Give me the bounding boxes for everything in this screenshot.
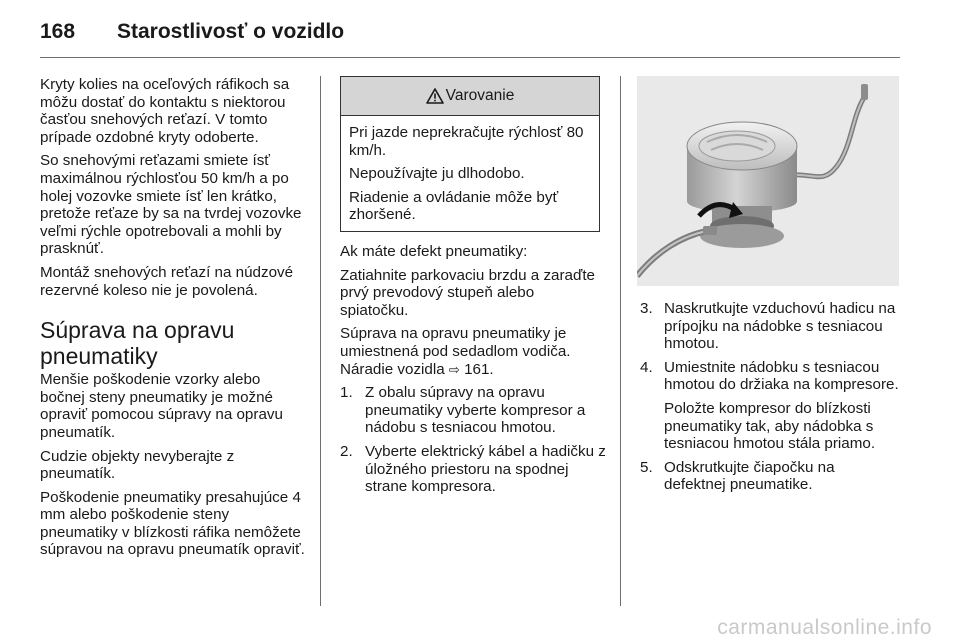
warning-triangle-icon [426, 88, 444, 104]
list-item [640, 359, 900, 453]
step-text: Umiestnite nádobku s tesniacou hmotou do držiaka na kompresore. [664, 358, 899, 394]
step-note: Položte kompresor do blízkosti pneumatiky tak, aby nádobka s tesniacou hmotou stála priamo. [664, 399, 876, 453]
page-reference[interactable]: 161. [464, 360, 494, 378]
section-heading: Súprava na opravu pneumatiky [40, 317, 235, 370]
paragraph: Ak máte defekt pneumatiky: [340, 243, 528, 260]
warning-item: Nepoužívajte ju dlhodobo. [349, 165, 525, 183]
page-title: Starostlivosť o vozidlo [117, 20, 345, 43]
warning-box [340, 76, 600, 232]
warning-item: Pri jazde neprekračujte rýchlosť 80 km/h. [349, 124, 584, 159]
page-header [40, 16, 900, 56]
step-number: 1. [340, 384, 353, 402]
step-number: 4. [640, 358, 653, 376]
paragraph: Zatiahnite parkovaciu brzdu a zaraďte prvý prevodový stupeň alebo spiatočku. [340, 266, 596, 319]
step-number: 5. [640, 458, 653, 476]
page-reference-arrow-icon: ⇨ [448, 361, 460, 377]
paragraph: Kryty kolies na oceľových ráfikoch sa môžu dostať do kontaktu s niektorou časťou snehových reťazí. V tomto prípade ozdobné kryty odoberte. [40, 76, 290, 146]
column-right [640, 300, 900, 500]
paragraph: Poškodenie pneumatiky presahujúce 4 mm alebo poškodenie steny pneumatiky v blízkosti ráfika nemôžete súpravou na opravu pneumatík opraviť. [40, 488, 305, 559]
steps-list [640, 300, 900, 494]
paragraph-text: Súprava na opravu pneumatiky je umiestnená pod sedadlom vodiča. Náradie vozidla [340, 325, 571, 378]
warning-title: Varovanie [445, 87, 515, 104]
warning-item: Riadenie a ovládanie môže byť zhoršené. [349, 188, 559, 224]
step-number: 3. [640, 300, 653, 317]
column-divider [620, 76, 621, 606]
list-item [640, 300, 900, 353]
step-text: Z obalu súpravy na opravu pneumatiky vyberte kompresor a nádobu s tesniacou hmotou. [365, 384, 586, 437]
list-item [640, 459, 900, 494]
warning-body [341, 116, 599, 224]
step-number: 2. [340, 442, 353, 460]
step-text: Vyberte elektrický kábel a hadičku z úložného priestoru na spodnej strane kompresora. [365, 442, 606, 496]
column-middle [340, 243, 606, 502]
watermark: carmanualsonline.info [717, 616, 932, 639]
list-item [340, 384, 606, 437]
step-text: Odskrutkujte čiapočku na defektnej pneumatike. [664, 458, 835, 494]
list-item [340, 443, 606, 496]
warning-header [341, 77, 599, 116]
column-divider [320, 76, 321, 606]
paragraph: Montáž snehových reťazí na núdzové rezervné koleso nie je povolená. [40, 263, 294, 299]
steps-list [340, 384, 606, 496]
header-rule [40, 57, 900, 58]
paragraph: Cudzie objekty nevyberajte z pneumatík. [40, 447, 235, 483]
column-left [40, 76, 308, 565]
paragraph [340, 325, 606, 378]
paragraph: So snehovými reťazami smiete ísť maximálnou rýchlosťou 50 km/h a po holej vozovke smiete ísť len krátko, pretože reťaze by sa na tvrdej vozovke veľmi rýchle opotrebovali a mohli by prasknúť. [40, 152, 302, 258]
page-number: 168 [40, 20, 76, 43]
compressor-illustration [637, 76, 899, 286]
paragraph: Menšie poškodenie vzorky alebo bočnej steny pneumatiky je možné opraviť pomocou súpravy na opravu pneumatík. [40, 371, 283, 441]
step-text: Naskrutkujte vzduchovú hadicu na prípojku na nádobke s tesniacou hmotou. [664, 300, 896, 353]
